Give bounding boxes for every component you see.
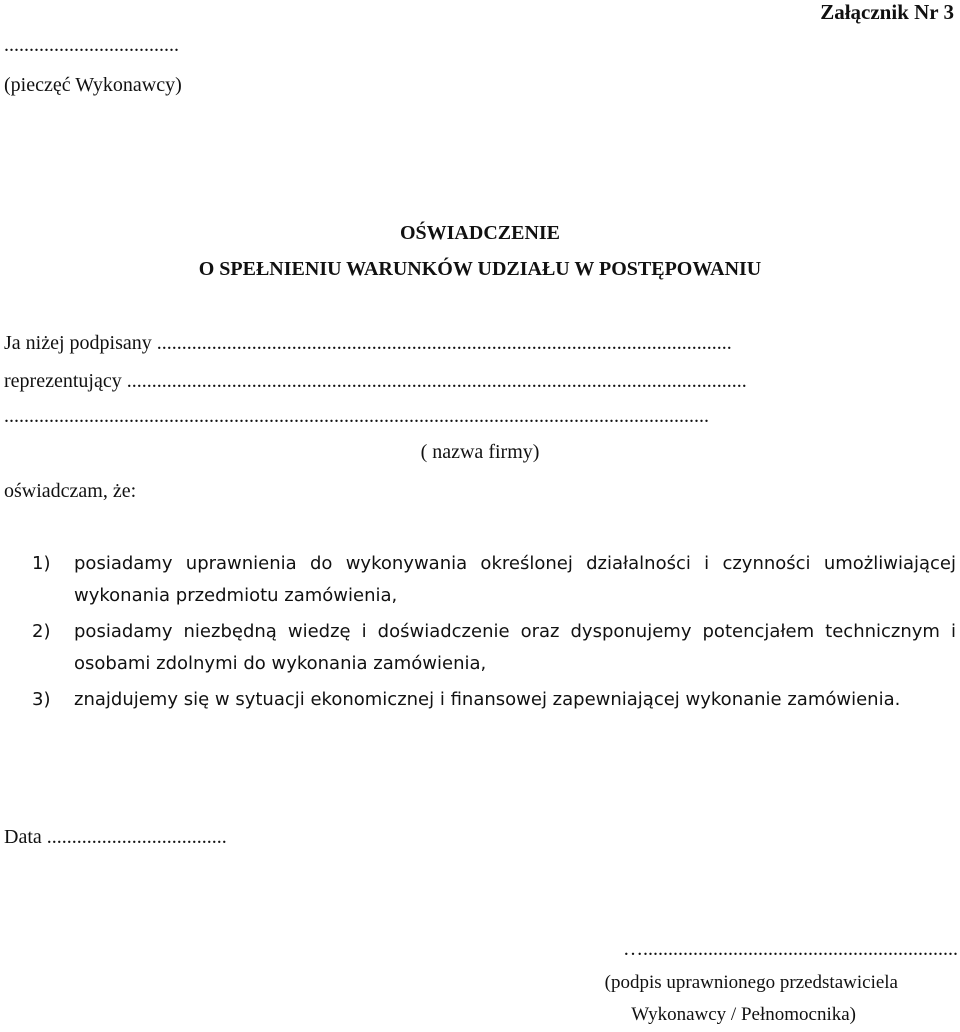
condition-text: posiadamy uprawnienia do wykonywania określonej działalności i czynności umożliwiającej wykonania przedmiotu zamówienia, [74,553,956,606]
declaration-intro: oświadczam, że: [4,480,137,502]
stamp-label: (pieczęć Wykonawcy) [4,74,182,96]
date-field: Data .................................... [4,826,227,848]
company-name-label: ( nazwa firmy) [420,441,540,463]
annex-number: Załącznik Nr 3 [820,0,954,24]
condition-number: 1) [32,553,51,574]
condition-text: posiadamy niezbędną wiedzę i doświadczenie oraz dysponujemy potencjałem technicznym i osobami zdolnymi do wykonania zamówienia, [74,621,956,674]
condition-item [32,616,956,680]
condition-text: znajdujemy się w sytuacji ekonomicznej i finansowej zapewniającej wykonanie zamówienia. [74,689,901,710]
document-title: OŚWIADCZENIE [399,222,561,244]
signature-label: (podpis uprawnionego przedstawiciela [604,972,898,993]
stamp-placeholder-dots: ................................... [4,34,179,56]
condition-number: 3) [32,689,51,710]
condition-number: 2) [32,621,51,642]
condition-item [32,684,956,716]
document-subtitle: O SPEŁNIENIU WARUNKÓW UDZIAŁU W POSTĘPOWANIU [198,258,762,280]
company-name-dots: ............................................................................................................................................. [4,405,709,427]
signature-label-role: Wykonawcy / Pełnomocnika) [631,1004,856,1025]
condition-item [32,548,956,612]
representing-line: reprezentujący ............................................................................................................................ [4,370,747,392]
signatory-line: Ja niżej podpisany ................................................................................................................... [4,332,732,354]
signature-dots: …............................................................... [623,938,958,960]
